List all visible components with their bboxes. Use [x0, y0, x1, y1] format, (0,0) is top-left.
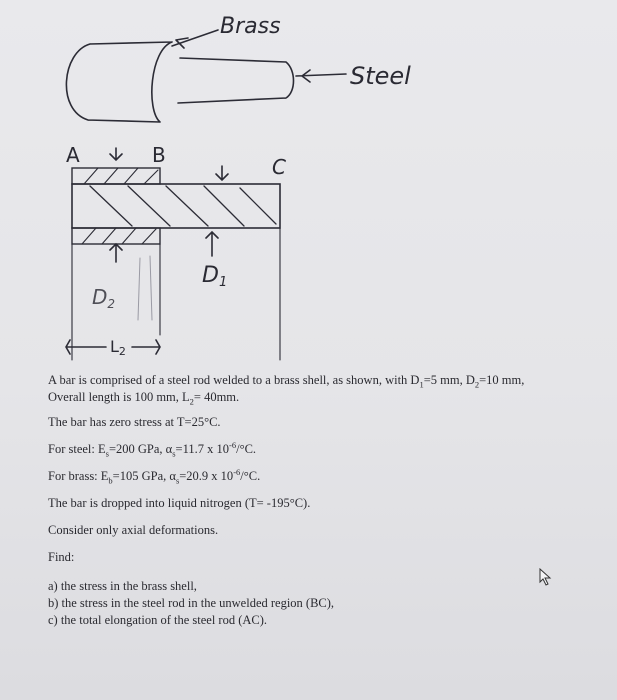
steel-properties: For steel: $E_s=200$ GPa, $\alpha_s=11.7$ x $10^{-6}/^\circ C$.	[48, 439, 257, 459]
pointer-cursor-icon	[538, 568, 554, 586]
shell-bottom	[72, 228, 160, 244]
label-c: C	[272, 155, 286, 179]
find-list	[48, 578, 613, 629]
label-d1: D1	[202, 263, 228, 290]
shell-hatching	[82, 168, 158, 244]
find-item-a: a) the stress in the brass shell,	[48, 579, 197, 593]
faint-line-1	[138, 256, 152, 320]
arrow-d1	[206, 232, 218, 256]
marker-a	[110, 148, 122, 160]
find-item-c: c) the total elongation of the steel rod (AC).	[48, 613, 268, 627]
steel-leader	[296, 70, 346, 82]
rod-hatching	[90, 186, 276, 226]
rod-section	[72, 184, 280, 228]
label-steel: Steel	[350, 62, 411, 90]
steel-rod-outline	[178, 58, 294, 103]
find-item-b: b) the stress in the steel rod in the unwelded region (BC),	[48, 596, 335, 610]
intro-line-2: Overall length is 100 mm, $L_2= 40mm$.	[48, 390, 240, 407]
consider-line: Consider only axial deformations.	[48, 523, 219, 537]
arrow-d2	[110, 244, 122, 262]
brass-shell-outline	[66, 42, 172, 122]
intro-line-1: A bar is comprised of a steel rod welded to a brass shell, as shown, with $D_1=5$ mm, $D_2=10$ mm,	[48, 373, 525, 390]
label-d2: $D_2$	[92, 285, 116, 311]
label-b: B	[152, 143, 166, 167]
problem-statement	[48, 372, 613, 629]
dropped-line: The bar is dropped into liquid nitrogen (T= -195°C).	[48, 496, 311, 510]
find-heading: Find:	[48, 550, 75, 564]
brass-properties: For brass: $E_b=105$ GPa, $\alpha_s=20.9$ x $10^{-6}/^\circ C$.	[48, 466, 261, 486]
label-l2: L2	[110, 337, 126, 358]
zero-stress-line: The bar has zero stress at T=25°C.	[48, 415, 221, 429]
label-a: A	[66, 143, 80, 167]
brass-leader	[172, 30, 218, 48]
marker-c	[216, 166, 228, 180]
label-brass: Brass	[220, 14, 281, 39]
